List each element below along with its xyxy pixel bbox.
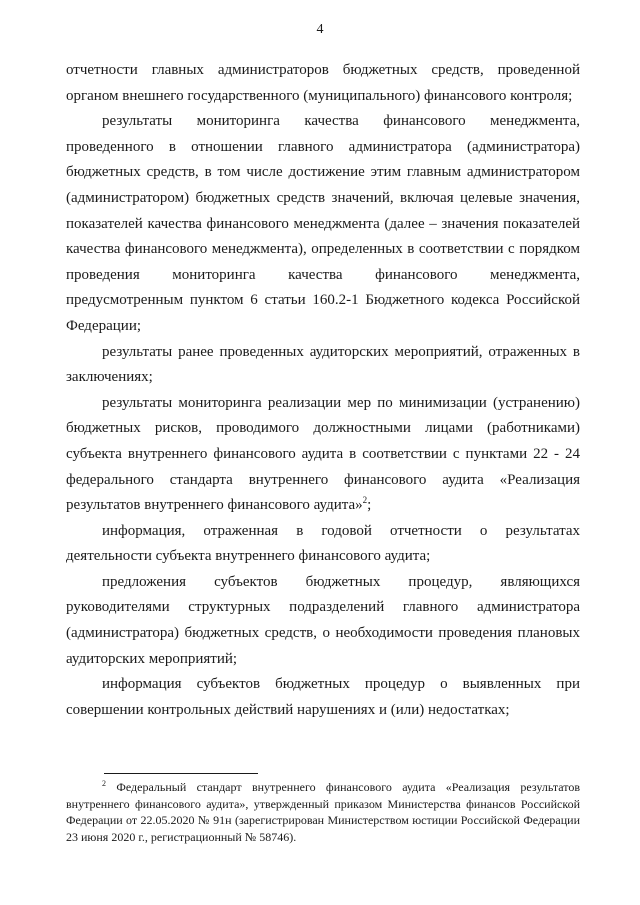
footnote-text: Федеральный стандарт внутреннего финансового аудита «Реализация результатов внутреннего финансового аудита», утвержденный приказом Министерства финансов Российской Федерации от 22.05.2020 № 91н (зарегистрирован Министерством юстиции Российской Федерации 23 июня 2020 г., регистрационный № 58746). [66, 780, 580, 844]
paragraph-annual-report-info: информация, отраженная в годовой отчетности о результатах деятельности субъекта внутреннего финансового аудита; [66, 522, 580, 565]
page-number: 4 [316, 22, 324, 37]
footnote-reference: 2 [362, 495, 368, 506]
paragraph-previous-audit-results: результаты ранее проведенных аудиторских мероприятий, отраженных в заключениях; [66, 343, 580, 386]
paragraph-risk-minimization-monitoring [66, 391, 580, 519]
document-body [66, 58, 580, 723]
paragraph-financial-management-monitoring: результаты мониторинга качества финансового менеджмента, проведенного в отношении главного администратора (администратора) бюджетных средств, в том числе достижение этим главным администратором (администратором) бюджетных средств значений, включая целевые значения, показателей качества финансового менеджмента (далее – значения показателей качества финансового менеджмента), определенных в соответствии с порядком проведения мониторинга качества финансового менеджмента, предусмотренным пунктом 6 статьи 160.2-1 Бюджетного кодекса Российской Федерации; [66, 113, 580, 334]
paragraph-budget-procedure-proposals: предложения субъектов бюджетных процедур, являющихся руководителями структурных подразделений главного администратора (администратора) бюджетных средств, о необходимости проведения плановых аудиторских мероприятий; [66, 573, 580, 667]
paragraph-risk-minimization-text: результаты мониторинга реализации мер по минимизации (устранению) бюджетных рисков, проводимого должностными лицами (работниками) субъекта внутреннего финансового аудита в соответствии с пунктами 22 - 24 федерального стандарта внутреннего финансового аудита «Реализация результатов внутреннего финансового аудита» [66, 394, 580, 514]
footnote-marker: 2 [102, 779, 106, 788]
paragraph-risk-minimization-tail: ; [367, 497, 372, 514]
footnote [66, 779, 580, 845]
paragraph-control-violations-info: информация субъектов бюджетных процедур о выявленных при совершении контрольных действий нарушениях и (или) недостатках; [66, 676, 580, 718]
footnote-separator [104, 773, 258, 774]
paragraph-continuation: отчетности главных администраторов бюджетных средств, проведенной органом внешнего государственного (муниципального) финансового контроля; [66, 62, 580, 104]
